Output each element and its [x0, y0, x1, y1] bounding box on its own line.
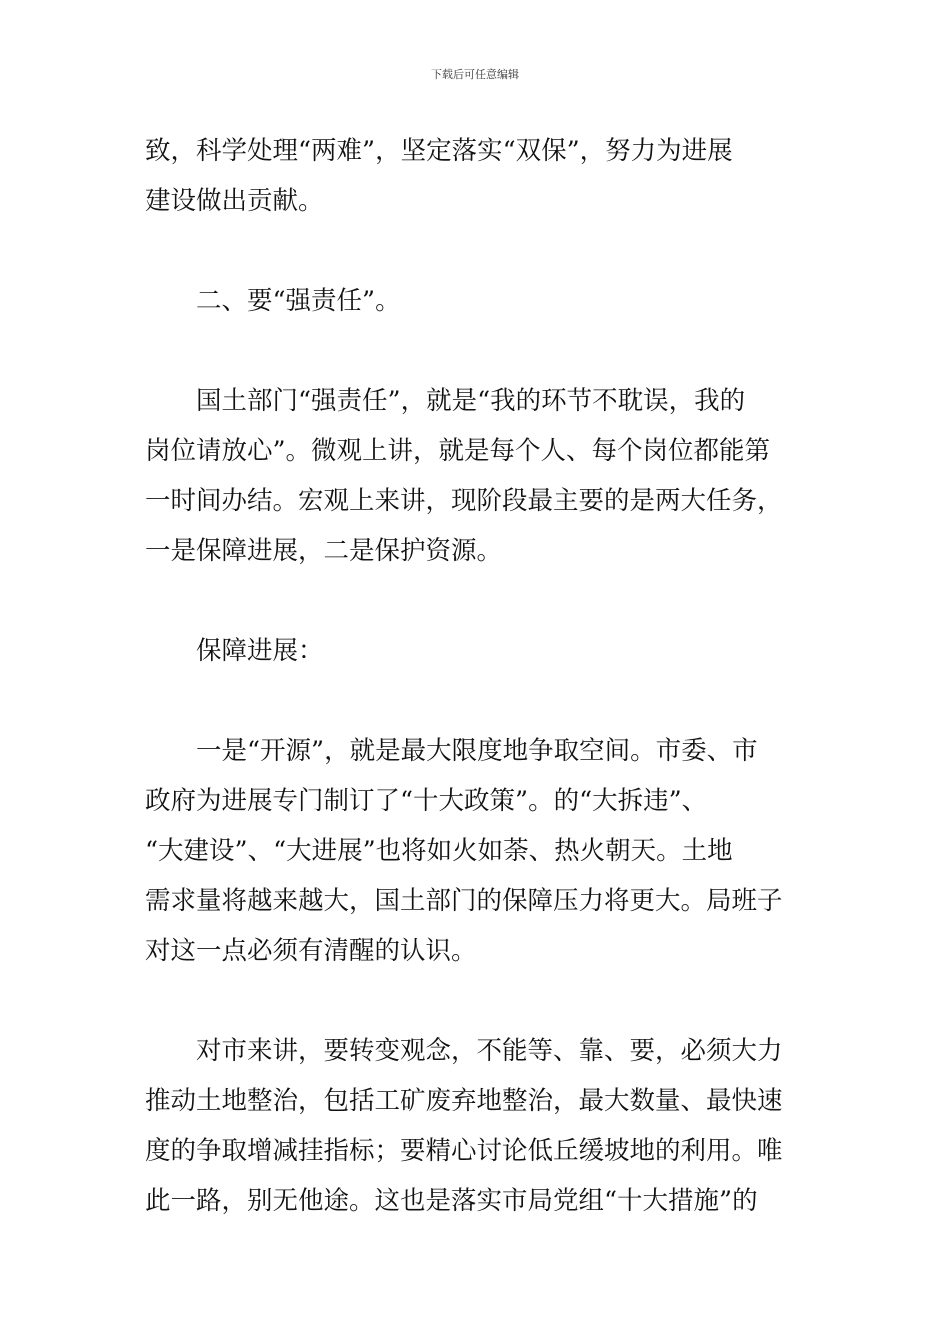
paragraph-gap	[145, 226, 807, 276]
text-line: 岗位请放心”。微观上讲，就是每个人、每个岗位都能第	[145, 436, 771, 466]
text-line: 一时间办结。宏观上来讲，现阶段最主要的是两大任务，	[145, 486, 783, 516]
section-heading	[145, 276, 807, 326]
paragraph-gap	[145, 976, 807, 1026]
text-line: 一是“开源”，就是最大限度地争取空间。市委、市	[196, 736, 758, 766]
text-line: 需求量将越来越大，国土部门的保障压力将更大。局班子	[145, 886, 783, 916]
document-body	[145, 126, 807, 1226]
paragraph-city	[145, 1026, 807, 1226]
text-line: 对这一点必须有清醒的认识。	[145, 936, 477, 966]
subheading	[145, 626, 807, 676]
paragraph-gap	[145, 326, 807, 376]
text-line: 建设做出贡献。	[145, 186, 324, 216]
text-line: 对市来讲，要转变观念，不能等、靠、要，必须大力	[196, 1036, 783, 1066]
text-line: 此一路，别无他途。这也是落实市局党组“十大措施”的	[145, 1186, 758, 1216]
paragraph-continuation	[145, 126, 807, 226]
text-line: 致，科学处理“两难”，坚定落实“双保”，努力为进展	[145, 136, 733, 166]
text-line: 度的争取增减挂指标；要精心讨论低丘缓坡地的利用。唯	[145, 1136, 783, 1166]
text-line: 国土部门“强责任”，就是“我的环节不耽误，我的	[196, 386, 746, 416]
text-line: 政府为进展专门制订了“十大政策”。的“大拆违”、	[145, 786, 708, 816]
subheading-line: 保障进展：	[196, 636, 324, 666]
page-header-note: 下载后可任意编辑	[431, 68, 519, 81]
text-line: 推动土地整治，包括工矿废弃地整治，最大数量、最快速	[145, 1086, 783, 1116]
text-line: “大建设”、“大进展”也将如火如荼、热火朝天。土地	[145, 836, 733, 866]
paragraph-gap	[145, 576, 807, 626]
paragraph-open-source	[145, 726, 807, 976]
paragraph-responsibility	[145, 376, 807, 576]
heading-line: 二、要“强责任”。	[196, 286, 401, 316]
text-line: 一是保障进展，二是保护资源。	[145, 536, 503, 566]
paragraph-gap	[145, 676, 807, 726]
